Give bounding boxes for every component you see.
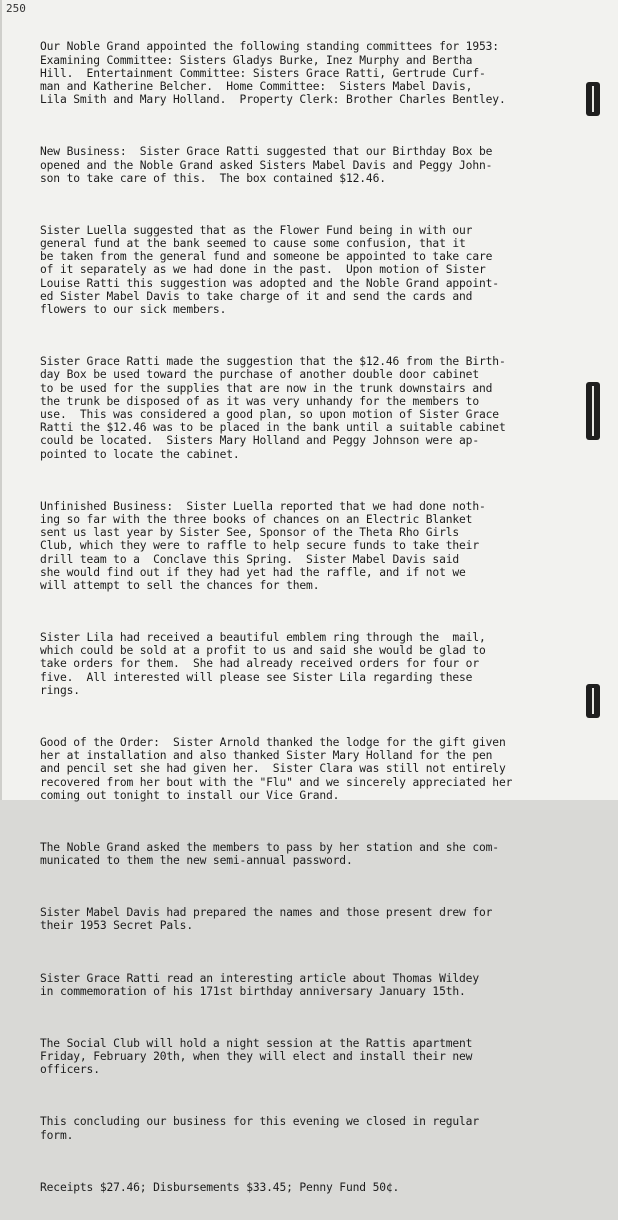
paragraph-cabinet: Sister Grace Ratti made the suggestion that the $12.46 from the Birth- day Box be used toward the purchase of another double door cabinet to be used for the supplies that are now in the trunk downstairs and the trunk be disposed of as it was very unhandy for the members to use. This was considered a good plan, so upon motion of Sister Grace Ratti the $12.46 was to be placed in the bank until a suitable cabinet could be located. Sisters Mary Holland and Peggy Johnson were ap- pointed to locate the cabinet. bbox=[40, 355, 506, 461]
paragraph-flower-fund: Sister Luella suggested that as the Flower Fund being in with our general fund at the bank seemed to cause some confusion, that it be taken from the general fund and someone be appointed to take care of it separately as we had done in the past. Upon motion of Sister Louise Ratti this suggestion was adopted and the Noble Grand appoint- ed Sister Mabel Davis to take charge of it and send the cards and flowers to our sick members. bbox=[40, 223, 499, 317]
paragraph-committees: Our Noble Grand appointed the following standing committees for 1953: Examining Committee: Sisters Gladys Burke, Inez Murphy and Bertha Hill. Entertainment Committee: Sisters Grace Ratti, Gertrude Curf- man and Katherine Belcher. Home Committee: Sisters Mabel Davis, Lila Smith and Mary Holland. Property Clerk: Brother Charles Bentley. bbox=[40, 40, 506, 107]
paragraph-secret-pals: Sister Mabel Davis had prepared the names and those present drew for their 1953 Secret Pals. bbox=[40, 906, 493, 933]
paragraph-good-of-order: Good of the Order: Sister Arnold thanked the lodge for the gift given her at installation and also thanked Sister Mary Holland for the pen and pencil set she had given her. Sister Clara was still not entirely recovered from her bout with the "Flu" and we sincerely appreciated her coming out tonight to install our Vice Grand. bbox=[40, 735, 513, 802]
paragraph-financial-summary: Receipts $27.46; Disbursements $33.45; Penny Fund 50¢. bbox=[40, 1180, 400, 1194]
paragraph-emblem-ring: Sister Lila had received a beautiful emblem ring through the mail, which could be sold at a profit to us and said she would be glad to take orders for them. She had already received orders for four or five. All interested will please see Sister Lila regarding these rings. bbox=[40, 631, 486, 697]
page-number: 250 bbox=[6, 2, 26, 15]
paragraph-thomas-wildey: Sister Grace Ratti read an interesting article about Thomas Wildey in commemoration of his 171st birthday anniversary January 15th. bbox=[40, 971, 479, 998]
paragraph-unfinished-business: Unfinished Business: Sister Luella reported that we had done noth- ing so far with the three books of chances on an Electric Blanket sent us last year by Sister See, Sponsor of the Theta Rho Girls Club, which they were to raffle to help secure funds to take their drill team to a Conclave this Spring. Sister Mabel Davis said she would find out if they had yet had the raffle, and if not we will attempt to sell the chances for them. bbox=[40, 499, 486, 592]
paragraph-closing: This concluding our business for this evening we closed in regular form. bbox=[40, 1115, 479, 1142]
minutes-text bbox=[40, 14, 580, 1220]
paragraph-new-business: New Business: Sister Grace Ratti suggested that our Birthday Box be opened and the Noble Grand asked Sisters Mabel Davis and Peggy John- son to take care of this. The box contained $12.46. bbox=[40, 145, 493, 185]
paragraph-password: The Noble Grand asked the members to pass by her station and she com- municated to them the new semi-annual password. bbox=[40, 840, 499, 868]
paragraph-social-club: The Social Club will hold a night session at the Rattis apartment Friday, February 20th, when they will elect and install their new officers. bbox=[40, 1036, 473, 1077]
binder-hole bbox=[586, 684, 600, 718]
binder-hole bbox=[586, 382, 600, 440]
binder-hole bbox=[586, 82, 600, 116]
